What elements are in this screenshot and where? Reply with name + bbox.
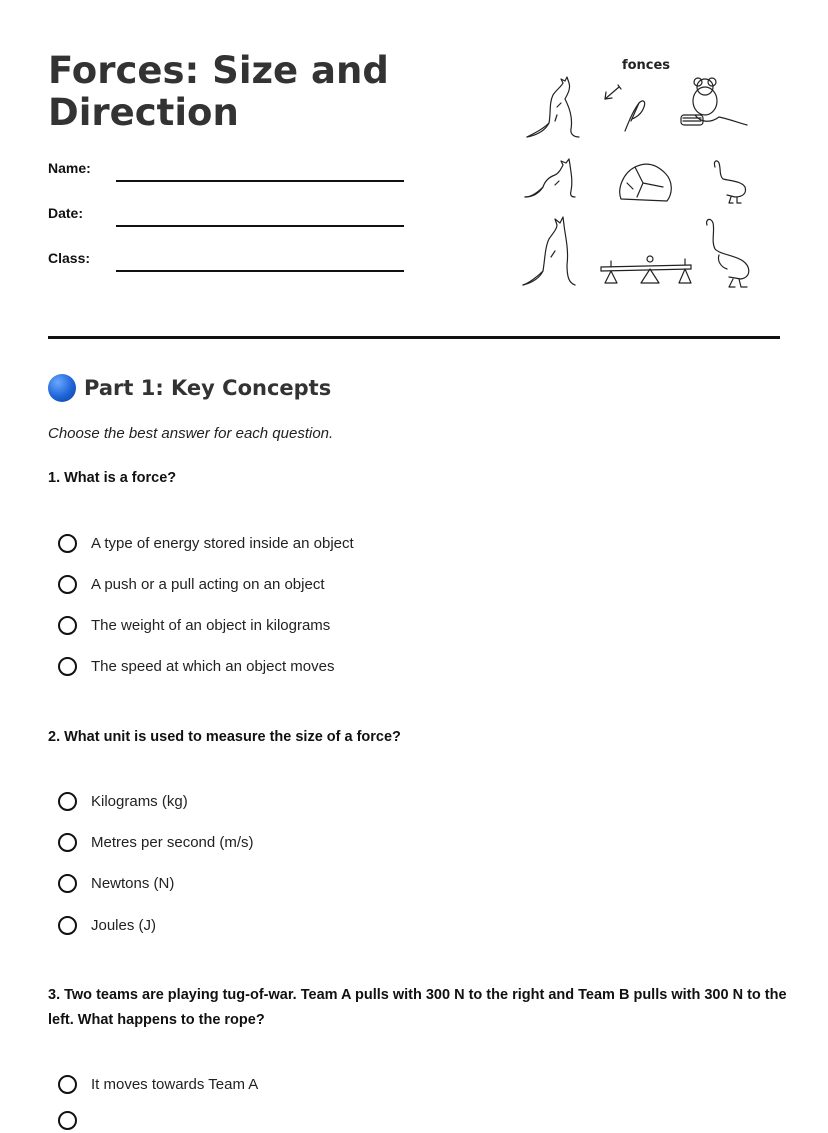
option-label: Joules (J) <box>91 916 157 934</box>
option-label: Kilograms (kg) <box>91 792 188 810</box>
q2-option-c[interactable] <box>58 870 174 896</box>
q2-option-a[interactable] <box>58 788 188 814</box>
option-label: Metres per second (m/s) <box>91 833 254 851</box>
wallaby-icon <box>525 159 575 197</box>
leaf-icon <box>625 101 645 131</box>
radio-button[interactable] <box>58 1111 77 1130</box>
radio-button[interactable] <box>58 1075 77 1094</box>
date-label: Date: <box>48 205 84 221</box>
arrow-icon <box>605 85 621 99</box>
radio-button[interactable] <box>58 916 77 935</box>
rock-icon <box>620 164 672 201</box>
q2-option-d[interactable] <box>58 912 156 938</box>
date-field[interactable] <box>116 225 404 227</box>
radio-button[interactable] <box>58 657 77 676</box>
radio-button[interactable] <box>58 833 77 852</box>
question-1: 1. What is a force? <box>48 470 177 486</box>
kangaroo-icon <box>527 77 579 137</box>
q1-option-d[interactable] <box>58 653 334 679</box>
class-field[interactable] <box>116 270 404 272</box>
question-2: 2. What unit is used to measure the size of a force? <box>48 729 401 745</box>
name-label: Name: <box>48 160 91 176</box>
emu-icon <box>714 161 745 203</box>
q1-option-a[interactable] <box>58 530 354 556</box>
blue-circle-icon <box>48 374 76 402</box>
q3-option-a[interactable] <box>58 1071 258 1097</box>
option-label: It moves towards Team A <box>91 1075 259 1093</box>
q2-option-b[interactable] <box>58 829 254 855</box>
illustration-caption: fonces <box>621 58 671 73</box>
name-field[interactable] <box>116 180 404 182</box>
forces-illustration <box>515 55 765 295</box>
section-heading <box>48 374 331 402</box>
option-label: A type of energy stored inside an object <box>91 534 354 552</box>
question-3: 3. Two teams are playing tug-of-war. Team A pulls with 300 N to the right and Team B pulls with 300 N to the left. What happens to the rope? <box>48 987 787 1028</box>
emu-icon <box>707 219 749 287</box>
option-label: The speed at which an object moves <box>91 657 335 675</box>
class-label: Class: <box>48 250 91 266</box>
header-divider <box>48 336 780 339</box>
instructions: Choose the best answer for each question. <box>48 425 334 442</box>
radio-button[interactable] <box>58 792 77 811</box>
option-label: Newtons (N) <box>91 874 175 892</box>
q1-option-b[interactable] <box>58 571 325 597</box>
radio-button[interactable] <box>58 616 77 635</box>
radio-button[interactable] <box>58 575 77 594</box>
seesaw-icon <box>601 256 691 283</box>
radio-button[interactable] <box>58 874 77 893</box>
q3-option-b[interactable] <box>58 1107 91 1133</box>
section-title: Part 1: Key Concepts <box>84 376 332 400</box>
worksheet-title: Forces: Size and Direction <box>48 49 389 134</box>
option-label: The weight of an object in kilograms <box>91 616 331 634</box>
option-label: A push or a pull acting on an object <box>91 575 325 593</box>
quokka-icon <box>681 78 747 125</box>
radio-button[interactable] <box>58 534 77 553</box>
q1-option-c[interactable] <box>58 612 330 638</box>
kangaroo-icon <box>523 217 575 285</box>
